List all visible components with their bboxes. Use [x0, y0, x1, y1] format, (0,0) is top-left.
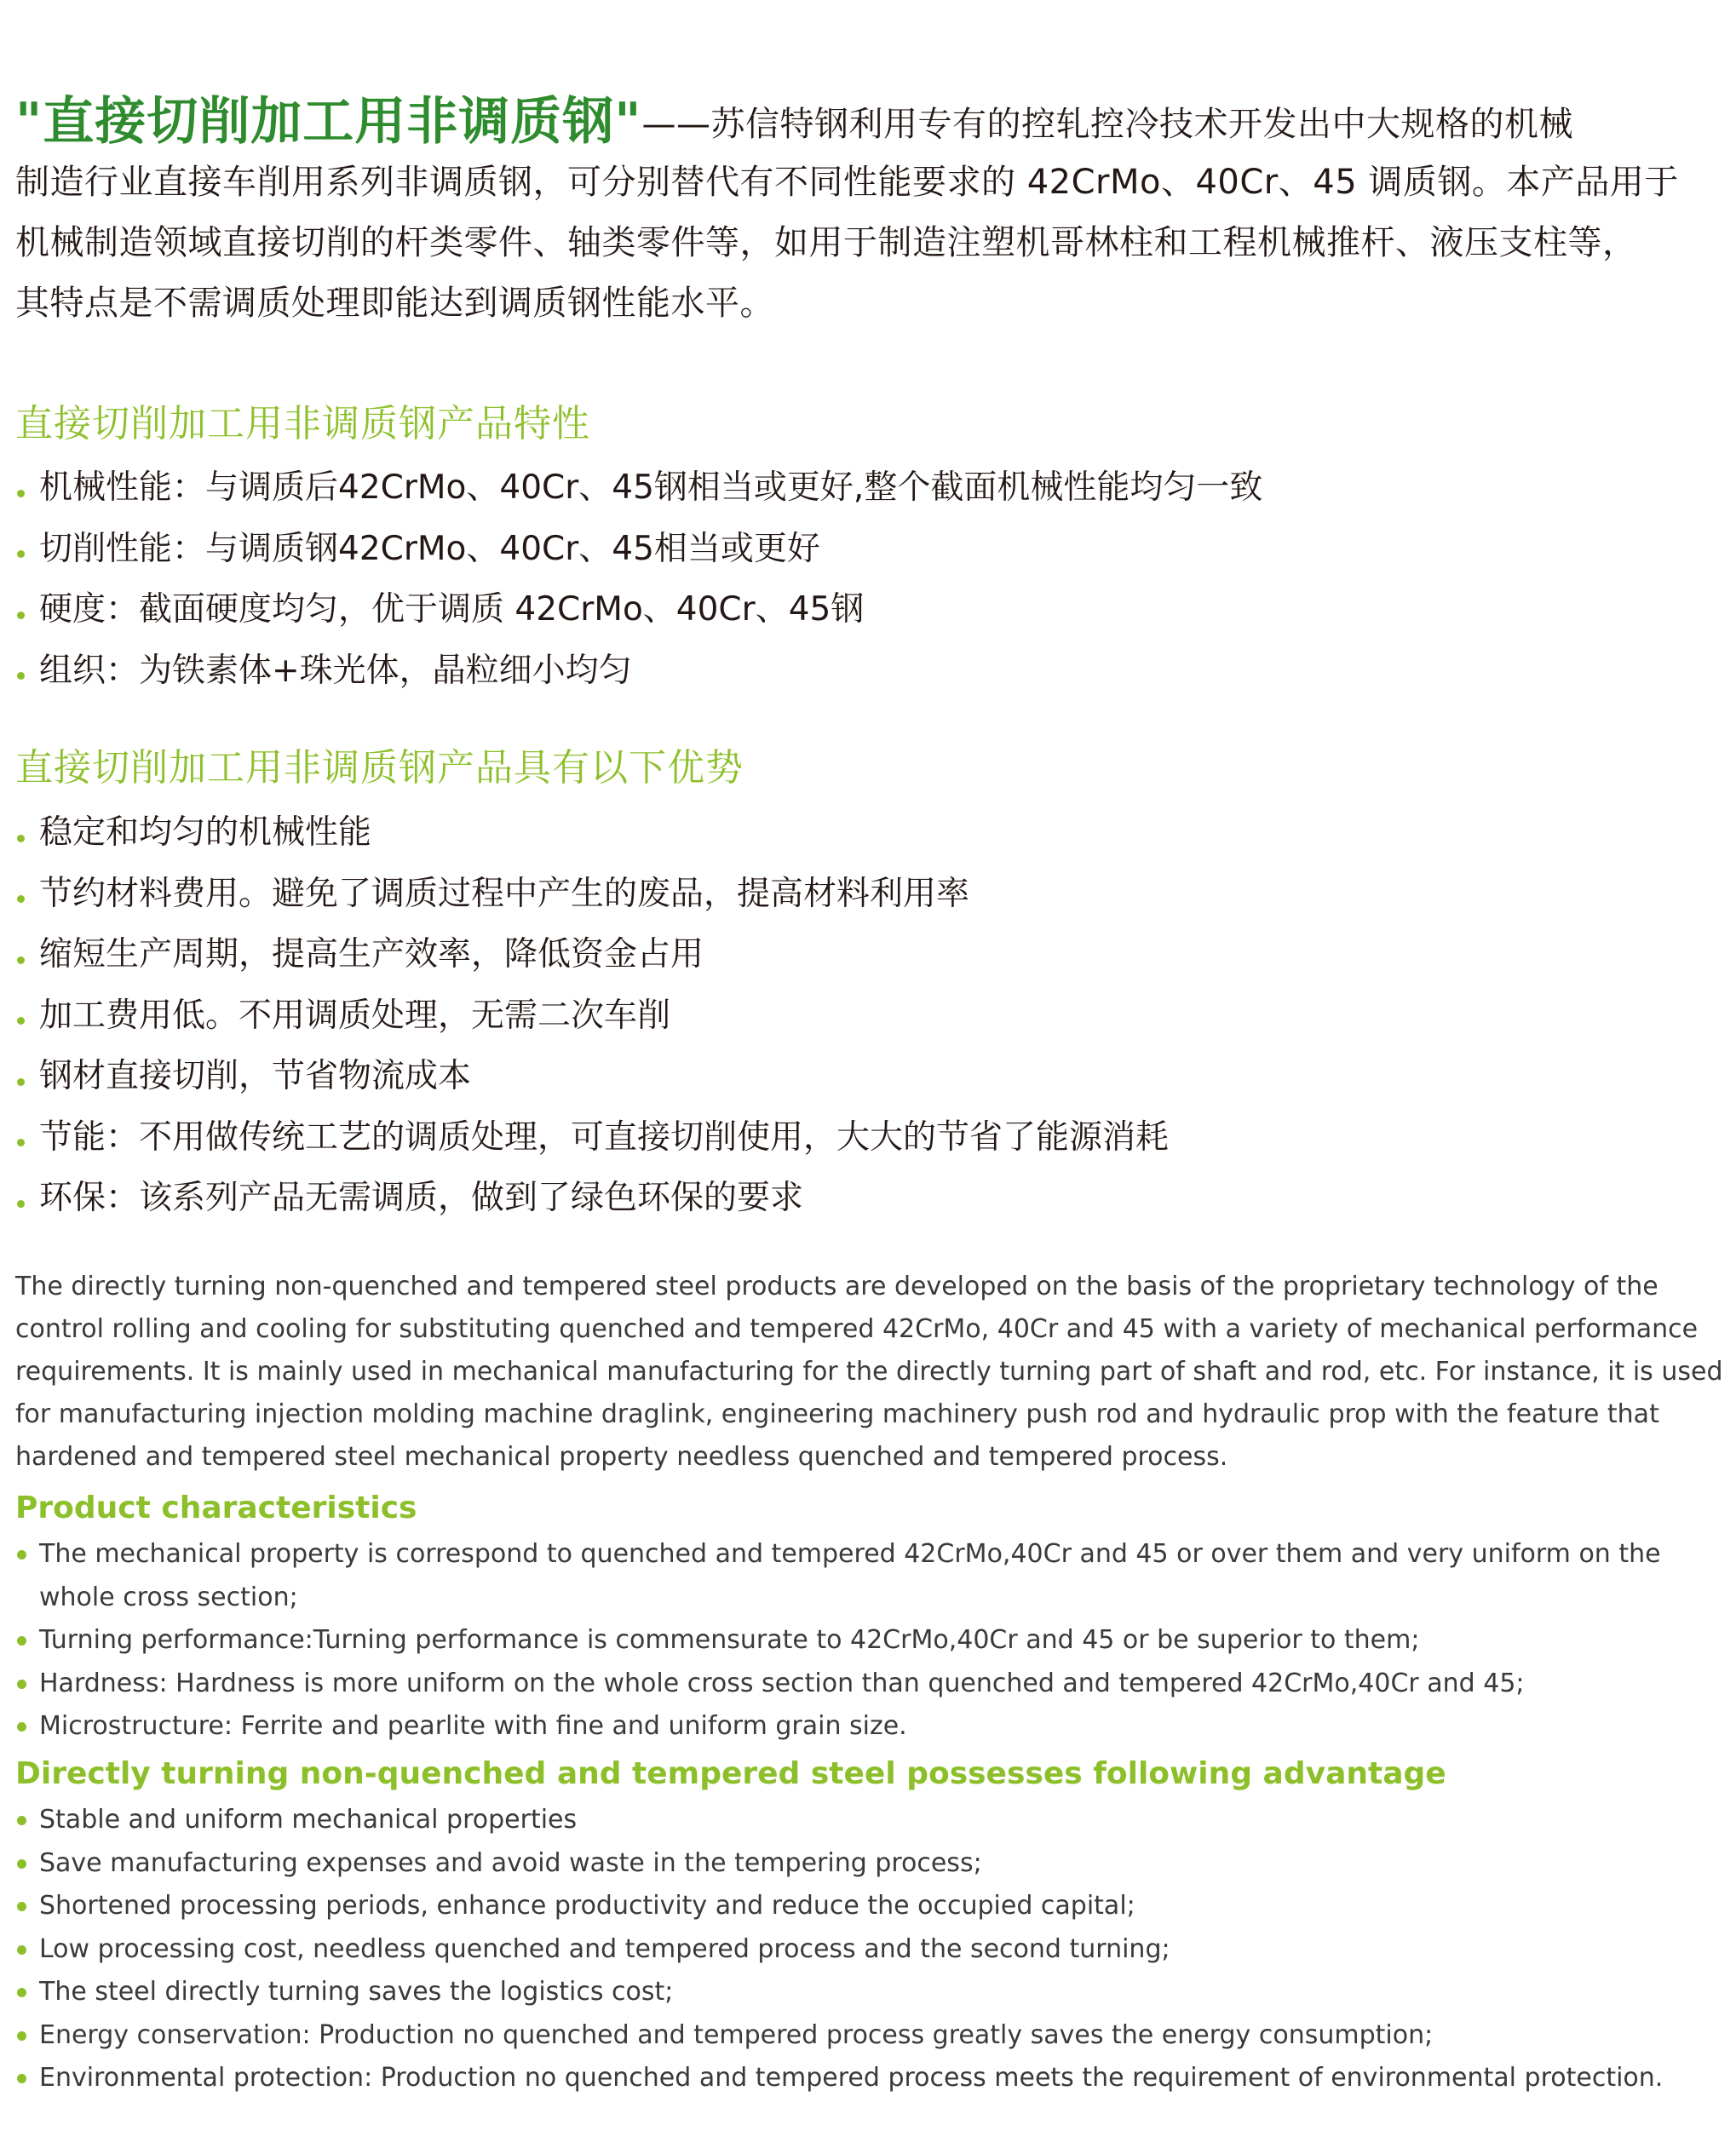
list-item: 节能：不用做传统工艺的调质处理，可直接切削使用，大大的节省了能源消耗	[15, 1107, 1169, 1169]
list-item: 缩短生产周期，提高生产效率，降低资金占用	[15, 924, 1169, 985]
bullet-dot-icon	[17, 1945, 26, 1955]
list-item: 环保：该系列产品无需调质，做到了绿色环保的要求	[15, 1168, 1169, 1229]
list-item: 稳定和均匀的机械性能	[15, 802, 1169, 864]
bullet-dot-icon	[17, 1139, 25, 1146]
list-item: The mechanical property is correspond to quenched and tempered 42CrMo,40Cr and 45 or over them and very uniform on the whole cross section;	[15, 1533, 1727, 1619]
bullet-dot-icon	[17, 1859, 26, 1869]
bullet-dot-icon	[17, 1636, 26, 1646]
bullet-dot-icon	[17, 1902, 26, 1911]
list-item: 组织：为铁素体+珠光体，晶粒细小均匀	[15, 640, 1262, 702]
list-item: 加工费用低。不用调质处理，无需二次车削	[15, 985, 1169, 1047]
bullet-dot-icon	[17, 1722, 26, 1732]
bullet-dot-icon	[17, 2031, 26, 2041]
cn-intro-text-1: ——苏信特钢利用专有的控轧控冷技术开发出中大规格的机械	[641, 105, 1574, 144]
bullet-dot-icon	[17, 1017, 25, 1025]
cn-intro	[15, 92, 1719, 334]
cn-intro-line-3: 机械制造领域直接切削的杆类零件、轴类零件等，如用于制造注塑机哥林柱和工程机械推杆、液压支柱等，	[15, 223, 1637, 262]
en-intro-paragraph: The directly turning non-quenched and tempered steel products are developed on the basis of the proprietary technology of the control rolling and cooling for substituting quenched and tempered 42CrMo, 40Cr and 45 with a variety of mechanical performance requirements. It is mainly used in mechanical manufacturing for the directly turning part of shaft and rod, etc. For instance, it is used for manufacturing injection molding machine draglink, engineering machinery push rod and hydraulic prop with the feature that hardened and tempered steel mechanical property needless quenched and tempered process.	[15, 1272, 1723, 1472]
list-item: Low processing cost, needless quenched and tempered process and the second turning;	[15, 1928, 1727, 1972]
cn-intro-line-1	[15, 92, 1719, 152]
bullet-dot-icon	[17, 1078, 25, 1086]
list-item: Save manufacturing expenses and avoid waste in the tempering process;	[15, 1842, 1727, 1886]
cn-advantages-list	[15, 802, 1169, 1229]
cn-advantages-heading: 直接切削加工用非调质钢产品具有以下优势	[15, 746, 744, 790]
list-item: Microstructure: Ferrite and pearlite with fine and uniform grain size.	[15, 1705, 1727, 1749]
bullet-dot-icon	[17, 1988, 26, 1997]
bullet-dot-icon	[17, 2074, 26, 2083]
list-item: 钢材直接切削，节省物流成本	[15, 1046, 1169, 1107]
list-item: Energy conservation: Production no quenched and tempered process greatly saves the energy consumption;	[15, 2014, 1727, 2058]
en-characteristics-list	[15, 1533, 1727, 1749]
list-item: Turning performance:Turning performance is commensurate to 42CrMo,40Cr and 45 or be superior to them;	[15, 1619, 1727, 1663]
bullet-dot-icon	[17, 895, 25, 903]
list-item: 硬度：截面硬度均匀，优于调质 42CrMo、40Cr、45钢	[15, 579, 1262, 640]
bullet-dot-icon	[17, 1680, 26, 1689]
bullet-dot-icon	[17, 672, 25, 680]
en-advantages-heading: Directly turning non-quenched and tempered steel possesses following advantage	[15, 1756, 1446, 1791]
list-item: 切削性能：与调质钢42CrMo、40Cr、45相当或更好	[15, 519, 1262, 580]
cn-characteristics-list	[15, 457, 1262, 701]
cn-intro-line-4: 其特点是不需调质处理即能达到调质钢性能水平。	[15, 284, 774, 323]
cn-characteristics-heading: 直接切削加工用非调质钢产品特性	[15, 402, 590, 445]
bullet-dot-icon	[17, 1550, 26, 1559]
bullet-dot-icon	[17, 956, 25, 964]
list-item: Shortened processing periods, enhance productivity and reduce the occupied capital;	[15, 1885, 1727, 1928]
list-item: 节约材料费用。避免了调质过程中产生的废品，提高材料利用率	[15, 864, 1169, 925]
bullet-dot-icon	[17, 550, 25, 558]
bullet-dot-icon	[17, 612, 25, 619]
list-item: Environmental protection: Production no quenched and tempered process meets the requirement of environmental protection.	[15, 2057, 1727, 2100]
bullet-dot-icon	[17, 1816, 26, 1825]
en-advantages-list	[15, 1799, 1727, 2100]
list-item: Stable and uniform mechanical properties	[15, 1799, 1727, 1842]
bullet-dot-icon	[17, 835, 25, 842]
list-item: 机械性能：与调质后42CrMo、40Cr、45钢相当或更好,整个截面机械性能均匀一致	[15, 457, 1262, 519]
list-item: Hardness: Hardness is more uniform on the whole cross section than quenched and tempered 42CrMo,40Cr and 45;	[15, 1663, 1727, 1706]
bullet-dot-icon	[17, 490, 25, 497]
en-characteristics-heading: Product characteristics	[15, 1491, 417, 1525]
list-item: The steel directly turning saves the logistics cost;	[15, 1971, 1727, 2014]
cn-intro-line-2: 制造行业直接车削用系列非调质钢，可分别替代有不同性能要求的 42CrMo、40Cr、45 调质钢。本产品用于	[15, 163, 1679, 202]
bullet-dot-icon	[17, 1200, 25, 1208]
cn-product-title: "直接切削加工用非调质钢"	[15, 92, 642, 152]
